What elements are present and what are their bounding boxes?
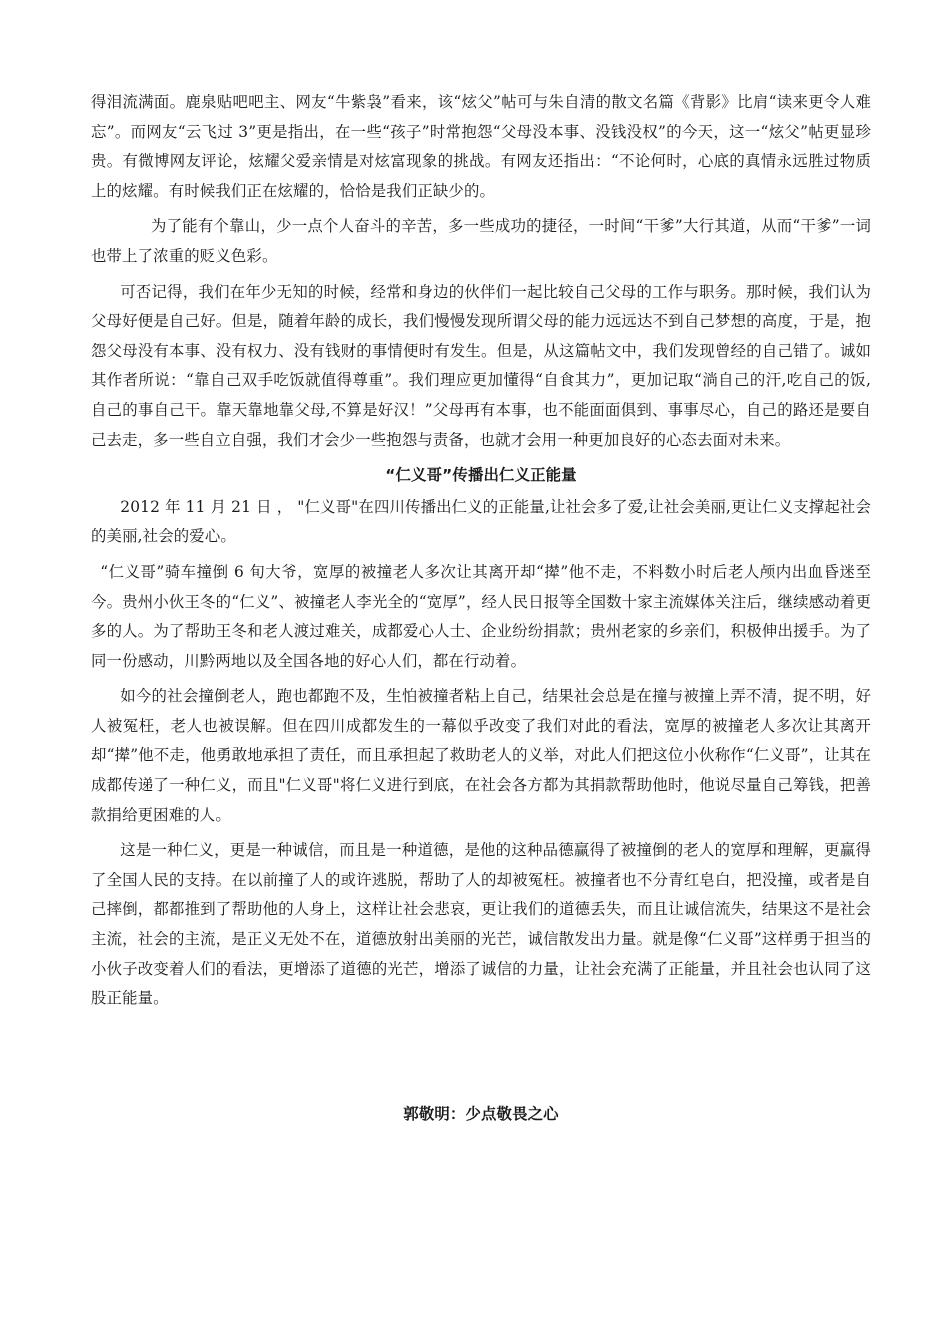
- document-body: [91, 88, 871, 1131]
- section-heading-guojingming: 郭敬明：少点敬畏之心: [403, 1104, 559, 1123]
- paragraph-renyige-story: “仁义哥”骑车撞倒 6 旬大爷，宽厚的被撞老人多次让其离开却“撵”他不走，不料数小时后老人颅内出血昏迷至今。贵州小伙王冬的“仁义”、被撞老人李光全的“宽厚”，经人民日报等全国数十家主流媒体关注后，继续感动着更多的人。为了帮助王冬和老人渡过难关，成都爱心人士、企业纷纷捐款；贵州老家的乡亲们，积极伸出援手。为了同一份感动，川黔两地以及全国各地的好心人们，都在行动着。: [91, 562, 871, 670]
- paragraph-renyige-virtue: 这是一种仁义，更是一种诚信，而且是一种道德，是他的这种品德赢得了被撞倒的老人的宽厚和理解，更赢得了全国人民的支持。在以前撞了人的或许逃脱，帮助了人的却被冤枉。被撞者也不分青红皂白，把没撞，或者是自己摔倒，都都推到了帮助他的人身上，这样让社会悲哀，更让我们的道德丢失，而且让诚信流失，结果这不是社会主流，社会的主流，是正义无处不在，道德放射出美丽的光芒，诚信散发出力量。就是像“仁义哥”这样勇于担当的小伙子改变着人们的看法，更增添了道德的光芒，增添了诚信的力量，让社会充满了正能量，并且社会也认同了这股正能量。: [91, 841, 871, 1008]
- section-heading-renyige: “仁义哥”传播出仁义正能量: [385, 466, 577, 485]
- paragraph-renyige-intro: 2012 年 11 月 21 日 ， "仁义哥"在四川传播出仁义的正能量,让社会多了爱,让社会美丽,更让仁义支撑起社会的美丽,社会的爱心。: [91, 497, 871, 546]
- paragraph-gandie: 为了能有个靠山，少一点个人奋斗的辛苦，多一些成功的捷径，一时间“干爹”大行其道，从而“干爹”一词也带上了浓重的贬义色彩。: [91, 217, 871, 265]
- paragraph-reflection: 可否记得，我们在年少无知的时候，经常和身边的伙伴们一起比较自己父母的工作与职务。那时候，我们认为父母好便是自己好。但是，随着年龄的成长，我们慢慢发现所谓父母的能力远远达不到自己梦想的高度，于是，抱怨父母没有本事、没有权力、没有钱财的事情便时有发生。但是，从这篇帖文中，我们发现曾经的自己错了。诚如其作者所说：“靠自己双手吃饭就值得尊重”。我们理应更加懂得“自食其力”，更加记取“淌自己的汗,吃自己的饭,自己的事自己干。靠天靠地靠父母,不算是好汉！”父母再有本事，也不能面面俱到、事事尽心，自己的路还是要自己去走，多一些自立自强，我们才会少一些抱怨与责备，也就才会用一种更加良好的心态去面对未来。: [91, 282, 871, 449]
- paragraph-renyige-society: 如今的社会撞倒老人，跑也都跑不及，生怕被撞者粘上自己，结果社会总是在撞与被撞上弄不清，捉不明，好人被冤枉，老人也被误解。但在四川成都发生的一幕似乎改变了我们对此的看法，宽厚的被撞老人多次让其离开却“撵”他不走，他勇敢地承担了责任，而且承担起了救助老人的义举，对此人们把这位小伙称作“仁义哥”，让其在成都传递了一种仁义，而且"仁义哥"将仁义进行到底，在社会各方都为其捐款帮助他时，他说尽量自己筹钱，把善款捐给更困难的人。: [91, 687, 871, 824]
- paragraph-praise-comments: 得泪流满面。鹿泉贴吧吧主、网友“牛紫袅”看来，该“炫父”帖可与朱自清的散文名篇《背影》比肩“读来更令人难忘”。而网友“云飞过 3”更是指出，在一些“孩子”时常抱怨“父母没本事、没钱没权”的今天，这一“炫父”帖更显珍贵。有微博网友评论，炫耀父爱亲情是对炫富现象的挑战。有网友还指出：“不论何时，心底的真情永远胜过物质上的炫耀。有时候我们正在炫耀的，恰恰是我们正缺少的。: [91, 93, 871, 200]
